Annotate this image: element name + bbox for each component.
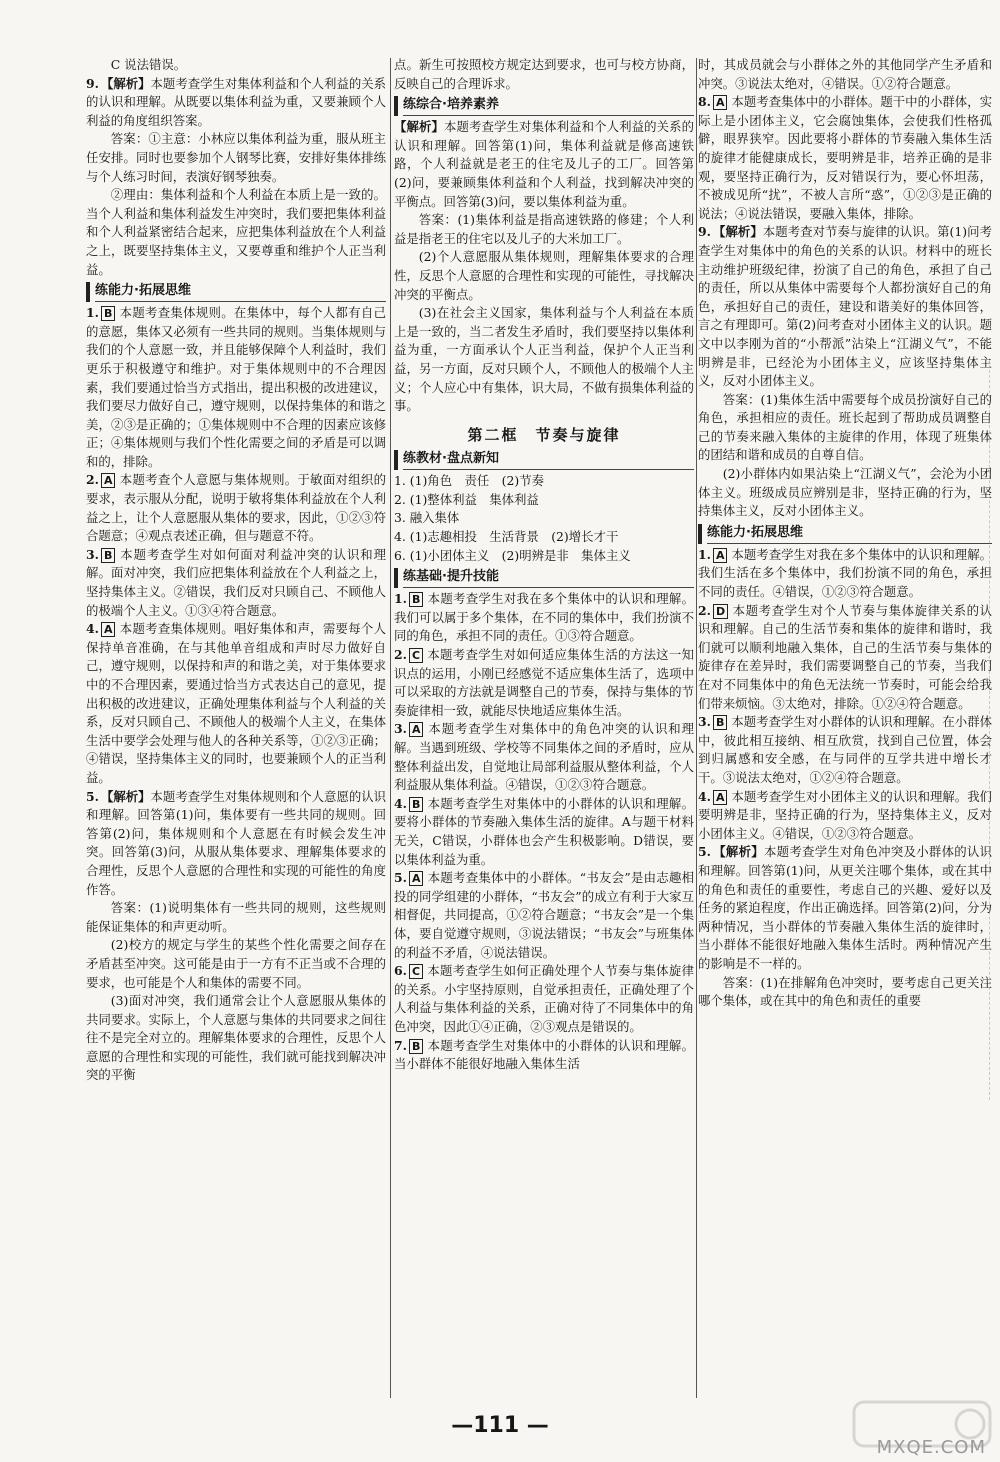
answer-paragraph: 1. (1)角色 责任 (2)节奏 [394, 473, 544, 489]
section-heading-text: 练综合·培养素养 [403, 96, 694, 116]
answer-paragraph: (3)在社会主义国家，集体利益与个人利益在本质上是一致的，当二者发生矛盾时，我们要坚持以集体利益为重，一方面承认个人正当利益，保护个人正当利益，另一方面，反对只顾个人，不顾他人的极端个人主义；个人应心中有集体，识大局，不做有损集体利益的事。 [394, 305, 694, 414]
question-text: 本题考查学生对集体中的小群体的认识和理解。要将小群体的节奏融入集体生活的旋律。A与题干材料无关，C错误，小群体也会产生积极影响。D错误，要以集体利益为重。 [394, 795, 694, 867]
column-right [698, 56, 992, 1406]
section-heading-text: 练基础·提升技能 [403, 568, 694, 588]
section-heading [394, 450, 694, 470]
answer-paragraph: 答案：(1)集体生活中需要每个成员扮演好自己的角色，承担相应的责任。班长起到了帮助成员调整自己的节奏来融入集体的主旋律的作用，体现了班集体的团结和谐和成员的自尊自信。 [698, 391, 992, 463]
question-text: 本题考查学生对集体利益和个人利益的关系的认识和理解。从既要以集体利益为重，又要兼顾个人利益的角度组织答案。 [86, 75, 386, 128]
question-text: 本题考查集体中的小群体。题干中的小群体，实际上是小团体主义，它会腐蚀集体，会使我们性格孤僻，眼界狭窄。因此要将小群体的节奏融入集体生活的旋律才能健康成长，要明辨是非，培养正确的是非观，要坚持正确行为，反对错误行为，要心怀坦荡，不被成见所“扰”，不被人言所“惑”，①②③是正确的说法；④说法错误，要融入集体，排除。 [698, 94, 992, 221]
answer-paragraph: 点。新生可按照校方规定达到要求，也可与校方协商，反映自己的合理诉求。 [394, 57, 694, 91]
answer-choice-box: A [409, 722, 424, 737]
page-edge-binding [989, 360, 1000, 1100]
answer-paragraph: (3)面对冲突，我们通常会让个人意愿服从集体的共同要求。实际上，个人意愿与集体的共同要求之间往往不是完全对立的。理解集体要求的合理性，反思个人意愿的合理性和实现的可能性，我们就可能找到解决冲突的平衡 [86, 993, 386, 1083]
question-text: 本题考查学生对如何面对利益冲突的认识和理解。面对冲突，我们应把集体利益放在个人利益之上，坚持集体主义。②错误，我们反对只顾自己、不顾他人的极端个人主义。①③④符合题意。 [86, 546, 386, 618]
question-item [698, 602, 992, 714]
section-heading-text: 练教材·盘点新知 [403, 450, 694, 470]
answer-paragraph: 时，其成员就会与小群体之外的其他同学产生矛盾和冲突。③说法太绝对，④错误。①②符合题意。 [698, 57, 992, 91]
column-divider [696, 58, 697, 1398]
question-text: 本题考查学生对小团体主义的认识和理解。我们要明辨是非，坚持正确的行为，坚持集体主义，反对小团体主义。④错误，①②③符合题意。 [698, 788, 992, 841]
question-item [394, 590, 694, 646]
question-number: 1. [86, 305, 99, 321]
question-number: 5. [698, 844, 711, 860]
answer-choice-box: B [409, 797, 423, 812]
question-number: 8. [698, 94, 711, 110]
answer-choice-box: C [409, 648, 423, 663]
question-item [698, 788, 992, 844]
answer-paragraph: 3. 融入集体 [394, 510, 460, 526]
question-number: 4. [86, 621, 99, 637]
answer-choice-box: B [409, 1039, 423, 1054]
column-middle [394, 56, 694, 1406]
question-number: 4. [698, 788, 711, 804]
question-text: 本题考查学生对个人节奏与集体旋律关系的认识和理解。自己的生活节奏和集体的旋律和谐时，我们就可以顺利地融入集体，自己的生活节奏与集体的旋律存在差异时，我们需要调整自己的节奏，当我们在对不同集体中的角色无法统一节奏时，可能会给我们带来烦恼。③太绝对，排除。①②④符合题意。 [698, 602, 992, 711]
question-number: 2. [698, 602, 711, 618]
question-item [86, 471, 386, 545]
question-item [698, 93, 992, 223]
section-heading [394, 568, 694, 588]
answer-paragraph: 6. (1)小团体主义 (2)明辨是非 集体主义 [394, 547, 631, 563]
question-text: 本题考查学生对我在多个集体中的认识和理解。我们生活在多个集体中，我们扮演不同的角色，承担不同的责任。④错误，①②③符合题意。 [698, 546, 992, 600]
answer-choice-box: A [101, 473, 116, 488]
question-item [394, 1037, 694, 1074]
answer-paragraph: (2)小群体内如果沾染上“江湖义气”，会沦为小团体主义。班级成员应辨别是非，坚持正确的行为，坚持集体主义，反对小团体主义。 [698, 466, 992, 519]
question-item [394, 962, 694, 1036]
question-text: 本题考查学生对小群体的认识和理解。在小群体中，彼此相互接纳、相互欣赏，找到自己位置，体会到归属感和安全感，在与同伴的互学共进中增长才干。③说法太绝对，①②④符合题意。 [698, 714, 992, 785]
question-number: 6. [394, 963, 407, 979]
analysis-tag: 【解析】 [712, 844, 764, 860]
question-number: 5. [86, 788, 99, 804]
watermark-url: MXQE.COM [876, 1437, 986, 1458]
question-number: 4. [394, 795, 407, 811]
answer-paragraph: 答案：(1)在排解角色冲突时，要考虑自己更关注哪个集体，或在其中的角色和责任的重要 [698, 974, 992, 1009]
column-left [86, 56, 386, 1406]
question-text: 本题考查学生对角色冲突及小群体的认识和理解。回答第(1)问，从更关注哪个集体，或在其中的角色和责任的重要性，考虑自己的兴趣、爱好以及任务的紧迫程度，作出正确选择。回答第(2)问，分为两种情况，当小群体的节奏融入集体生活的旋律时，当小群体不能很好地融入集体生活时。两种情况产生的影响是不一样的。 [698, 844, 992, 971]
question-number: 2. [394, 647, 407, 663]
question-text: 本题考查学生对集体中的角色冲突的认识和理解。当遇到班级、学校等不同集体之间的矛盾时，应从整体利益出发，自觉地让局部利益服从整体利益，个人利益服从集体利益。④错误，①②③符合题意。 [394, 721, 694, 793]
lesson-title: 第二框 节奏与旋律 [467, 425, 621, 444]
answer-choice-box: A [713, 548, 728, 563]
question-item [86, 546, 386, 620]
analysis-tag: 【解析】 [394, 119, 445, 135]
answer-paragraph: 4. (1)志趣相投 生活背景 (2)增长才干 [394, 529, 619, 545]
question-item [698, 843, 992, 973]
question-item [86, 788, 386, 900]
question-item [86, 304, 386, 471]
question-text: 本题考查学生如何正确处理个人节奏与集体旋律的关系。小宇坚持原则，自觉承担责任，正确处理了个人利益与集体利益的关系，正确对待了不同集体中的角色冲突，因此①④正确，②③观点是错误的。 [394, 963, 694, 1034]
question-text: 本题考查个人意愿与集体规则。于敏面对组织的要求，表示服从分配，说明于敏将集体利益放在个人利益之上，让个人意愿服从集体的要求，因此，①②③符合题意；④观点表述正确，但与题意不符。 [86, 472, 386, 544]
section-heading-text: 练能力·拓展思维 [95, 282, 386, 302]
question-item [698, 223, 992, 390]
question-text: 本题考查学生对集体利益和个人利益的关系的认识和理解。回答第(1)问，集体利益就是修高速铁路，个人利益就是老王的住宅及儿子的工厂。回答第(2)问，要兼顾集体利益和个人利益，找到解决冲突的平衡点。回答第(3)问，要以集体利益为重。 [394, 119, 694, 209]
question-text: 本题考查学生对我在多个集体中的认识和理解。我们可以属于多个集体，在不同的集体中，我们扮演不同的角色，承担不同的责任。①③符合题意。 [394, 591, 694, 644]
answer-choice-box: B [101, 548, 115, 563]
answer-choice-box: A [101, 622, 116, 637]
question-number: 5. [394, 870, 407, 886]
question-number: 2. [86, 472, 99, 488]
column-divider [390, 58, 391, 1398]
question-text: 本题考查对节奏与旋律的认识。第(1)问考查学生对集体中的角色的关系的认识。材料中的班长主动维护班级纪律，扮演了自己的角色，承担了自己的责任，所以从集体中需要每个人都扮演好自己的角色，承担好自己的责任，建设和谐美好的集体回答，言之有理即可。第(2)问考查对小团体主义的认识。题文中以李刚为首的“小帮派”沾染上“江湖义气”，不能明辨是非，已经沦为小团体主义，应该坚持集体主义，反对小团体主义。 [698, 224, 992, 389]
section-heading-text: 练能力·拓展思维 [707, 524, 992, 544]
answer-paragraph: (2)校方的规定与学生的某些个性化需要之间存在矛盾甚至冲突。这可能是由于一方有不正当或不合理的要求，也可能是个人和集体的需要不同。 [86, 937, 386, 990]
question-text: 本题考查集体规则。唱好集体和声，需要每个人保持单音准确，在与其他单音组成和声时尽力做好自己，遵守规则，以保持和声的和谐之美，对于集体要求中的不合理因素，要通过恰当方式表达自己的意见，提出积极的改进建议，正确处理集体利益与个人利益的关系，反对只顾自己、不顾他人的极端个人主义，在集体生活中要学会处理与他人的各种关系等，①②③正确；④错误，坚持集体主义的同时，也要兼顾个人的正当利益。 [86, 621, 386, 785]
answer-paragraph: 答案：(1)说明集体有一些共同的规则，这些规则能保证集体的和声更动听。 [86, 900, 386, 934]
question-number: 7. [394, 1037, 407, 1053]
answer-paragraph: 答案：(1)集体利益是指高速铁路的修建；个人利益是指老王的住宅以及儿子的大米加工厂。 [394, 212, 694, 246]
answer-choice-box: D [713, 604, 728, 619]
question-number: 1. [394, 591, 407, 607]
question-number: 3. [394, 721, 407, 737]
section-heading [394, 96, 694, 116]
question-item [86, 620, 386, 787]
analysis-tag: 【解析】 [712, 224, 763, 240]
question-text: 本题考查学生对集体规则和个人意愿的认识和理解。回答第(1)问，集体要有一些共同的规则。回答第(2)问，集体规则和个人意愿在有时候会发生冲突。回答第(3)问，从服从集体要求、理解集体要求的合理性，反思个人意愿的合理性和实现的可能性的角度作答。 [86, 788, 386, 897]
answer-paragraph: C 说法错误。 [110, 57, 187, 72]
answer-choice-box: B [409, 592, 423, 607]
page-number: —111 — [451, 1413, 549, 1438]
section-heading [86, 282, 386, 302]
question-text: 本题考查学生对如何适应集体生活的方法这一知识点的运用，小刚已经感觉不适应集体生活了，选项中可以采取的方法就是调整自己的节奏，保持与集体的节奏旋律相一致，就能尽快地适应集体生活。 [394, 647, 694, 718]
question-number: 3. [698, 714, 711, 730]
question-item [394, 720, 694, 794]
question-item [698, 546, 992, 602]
answer-paragraph: (2)个人意愿服从集体规则，理解集体要求的合理性，反思个人意愿的合理性和实现的可能性，寻找解决冲突的平衡点。 [394, 249, 694, 302]
question-number: 9. [86, 75, 99, 91]
question-item [394, 646, 694, 720]
analysis-tag: 【解析】 [100, 75, 151, 91]
question-text: 本题考查学生对集体中的小群体的认识和理解。当小群体不能很好地融入集体生活 [394, 1037, 694, 1072]
question-number: 9. [698, 224, 711, 240]
question-item [394, 869, 694, 962]
section-heading [698, 524, 992, 544]
answer-paragraph: 答案：①主意：小林应以集体利益为重，服从班主任安排。同时也要参加个人钢琴比赛，安排好集体排练与个人练习时间，表演好钢琴独奏。 [86, 131, 386, 184]
question-text: 本题考查集体中的小群体。“书友会”是由志趣相投的同学组建的小群体，“书友会”的成立有利于大家互相督促，共同提高，①②符合题意；“书友会”是一个集体，要自觉遵守规则，③说法错误；“书友会”与班集体的利益不矛盾，④说法错误。 [394, 870, 694, 960]
answer-choice-box: A [713, 95, 728, 110]
answer-choice-box: B [713, 715, 727, 730]
question-item [394, 795, 694, 869]
answer-choice-box: A [409, 871, 424, 886]
question-item [394, 118, 694, 211]
question-number: 3. [86, 546, 99, 562]
question-item [698, 713, 992, 787]
answer-paragraph: ②理由：集体利益和个人利益在本质上是一致的。当个人利益和集体利益发生冲突时，我们要把集体利益和个人利益紧密结合起来，应把集体利益放在个人利益之上，既要坚持集体主义，又要尊重和维护个人正当利益。 [86, 187, 386, 277]
question-text: 本题考查集体规则。在集体中，每个人都有自己的意愿，集体又必须有一些共同的规则。当集体规则与我们的个人意愿一致，并且能够保障个人利益时，我们更乐于积极遵守和维护。对于集体规则中的不合理因素，我们要通过恰当方式指出，提出积极的改进建议，我们要尽力做好自己，遵守规则，以保持集体的和谐之美，②③是正确的；①集体规则中不合理的因素应该修正；④集体规则与我们个性化需要之间的矛盾是可以调和的，排除。 [86, 305, 386, 469]
answer-choice-box: B [101, 306, 115, 321]
answer-choice-box: C [409, 964, 423, 979]
answer-paragraph: 2. (1)整体利益 集体利益 [394, 491, 539, 507]
question-item [86, 75, 386, 131]
analysis-tag: 【解析】 [100, 788, 151, 804]
question-number: 1. [698, 546, 711, 562]
answer-choice-box: A [713, 790, 728, 805]
